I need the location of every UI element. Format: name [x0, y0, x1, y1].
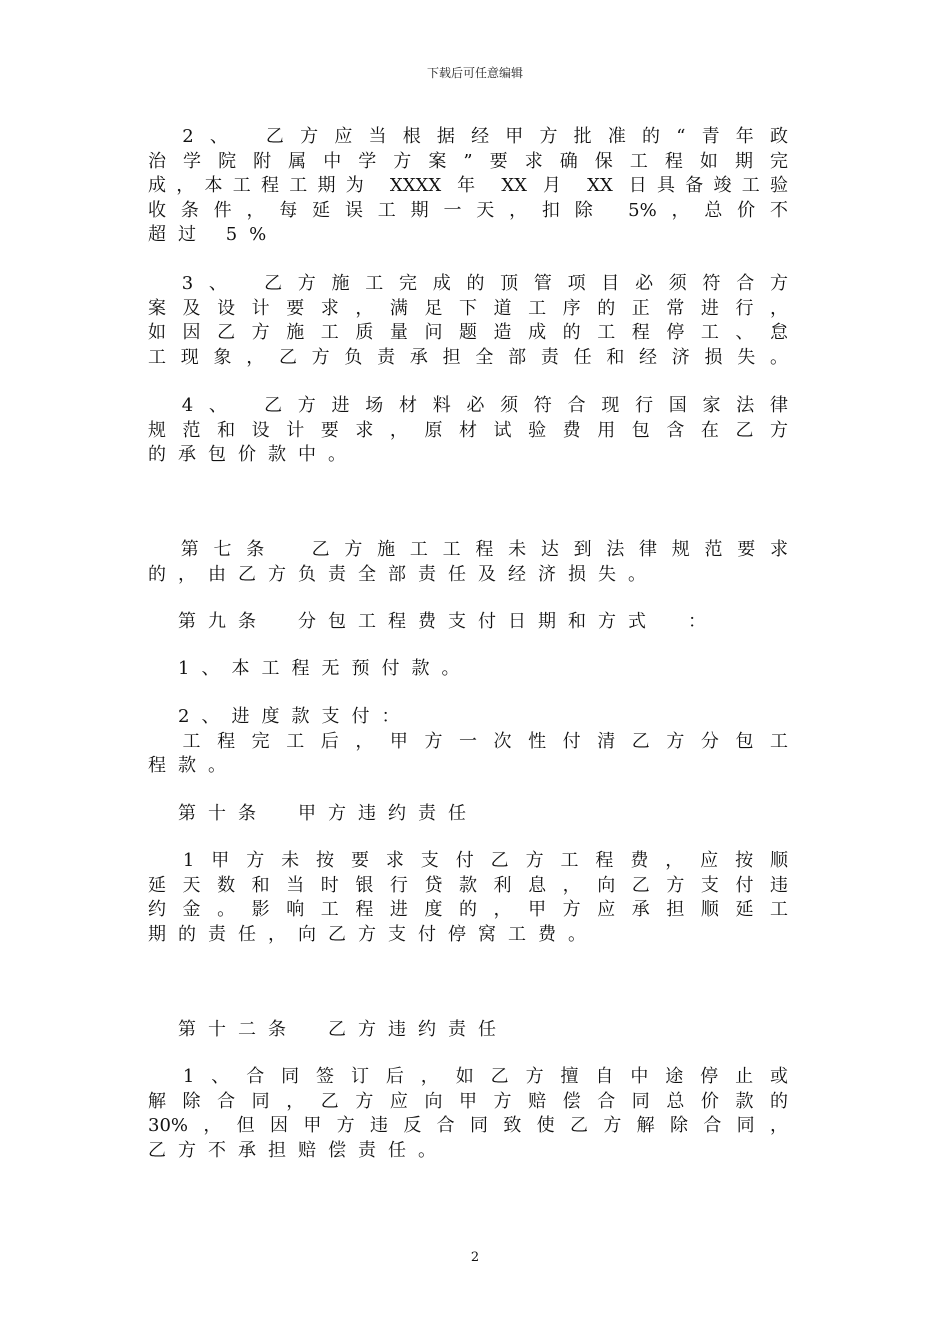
- text-line: 收条件，每延误工期一天，扣除 5%，总价不: [148, 199, 788, 221]
- paragraph-article-9-heading: [148, 610, 788, 635]
- text-line: 乙方不承担赔偿责任。: [148, 1139, 448, 1161]
- text-line: 1、本工程无预付款。: [148, 658, 472, 679]
- text-line: 第十二条 乙方违约责任: [148, 1019, 508, 1040]
- text-line: 规范和设计要求，原材试验费用包含在乙方: [148, 419, 788, 441]
- paragraph-article-7: [148, 538, 788, 587]
- text-line: 延天数和当时银行贷款利息，向乙方支付违: [148, 874, 788, 896]
- text-line: 期的责任，向乙方支付停窝工费。: [148, 923, 598, 945]
- text-line: 1、合同签订后，如乙方擅自中途停止或: [148, 1066, 788, 1087]
- text-line: 工程完工后，甲方一次性付清乙方分包工: [148, 730, 788, 752]
- paragraph-clause-3-quality: [148, 272, 788, 370]
- text-line: 第七条 乙方施工工程未达到法律规范要求: [148, 539, 788, 560]
- paragraph-article-12-heading: [148, 1018, 788, 1043]
- paragraph-article-10-heading: [148, 802, 788, 827]
- text-line: 如因乙方施工质量问题造成的工程停工、怠: [148, 322, 788, 343]
- text-line: 成，本工程工期为 XXXX 年 XX 月 XX 日具备竣工验: [148, 175, 788, 196]
- text-line: 工现象，乙方负责承担全部责任和经济损失。: [148, 346, 788, 368]
- text-line: 第九条 分包工程费支付日期和方式 ：: [148, 611, 718, 632]
- paragraph-party-a-liability: [148, 849, 788, 947]
- text-line: 约金。影响工程进度的，甲方应承担顺延工: [148, 899, 788, 920]
- text-line: 的，由乙方负责全部责任及经济损失。: [148, 563, 658, 585]
- text-line: 超过 5%: [148, 224, 279, 245]
- text-line: 4、 乙方进场材料必须符合现行国家法律: [148, 395, 788, 416]
- text-line: 2、 乙方应当根据经甲方批准的“青年政: [148, 126, 788, 147]
- text-line: 2、进度款支付：: [148, 706, 412, 727]
- paragraph-party-b-liability: [148, 1065, 788, 1163]
- text-line: 案及设计要求，满足下道工序的正常进行，: [148, 297, 788, 319]
- page-number: 2: [470, 1250, 480, 1265]
- text-line: 第十条 甲方违约责任: [148, 803, 478, 824]
- text-line: 解除合同，乙方应向甲方赔偿合同总价款的: [148, 1090, 788, 1112]
- text-line: 的承包价款中。: [148, 444, 358, 465]
- page-header: 下载后可任意编辑: [426, 66, 523, 80]
- text-line: 程款。: [148, 755, 238, 776]
- paragraph-clause-4-materials: [148, 394, 788, 468]
- paragraph-progress-payment: [148, 705, 788, 779]
- text-line: 1甲方未按要求支付乙方工程费，应按顺: [148, 850, 788, 871]
- paragraph-no-advance-payment: [148, 657, 788, 682]
- text-line: 3、 乙方施工完成的顶管项目必须符合方: [148, 273, 788, 294]
- paragraph-clause-2-schedule: [148, 125, 788, 248]
- text-line: 30%，但因甲方违反合同致使乙方解除合同，: [148, 1115, 788, 1136]
- text-line: 治学院附属中学方案”要求确保工程如期完: [148, 150, 788, 172]
